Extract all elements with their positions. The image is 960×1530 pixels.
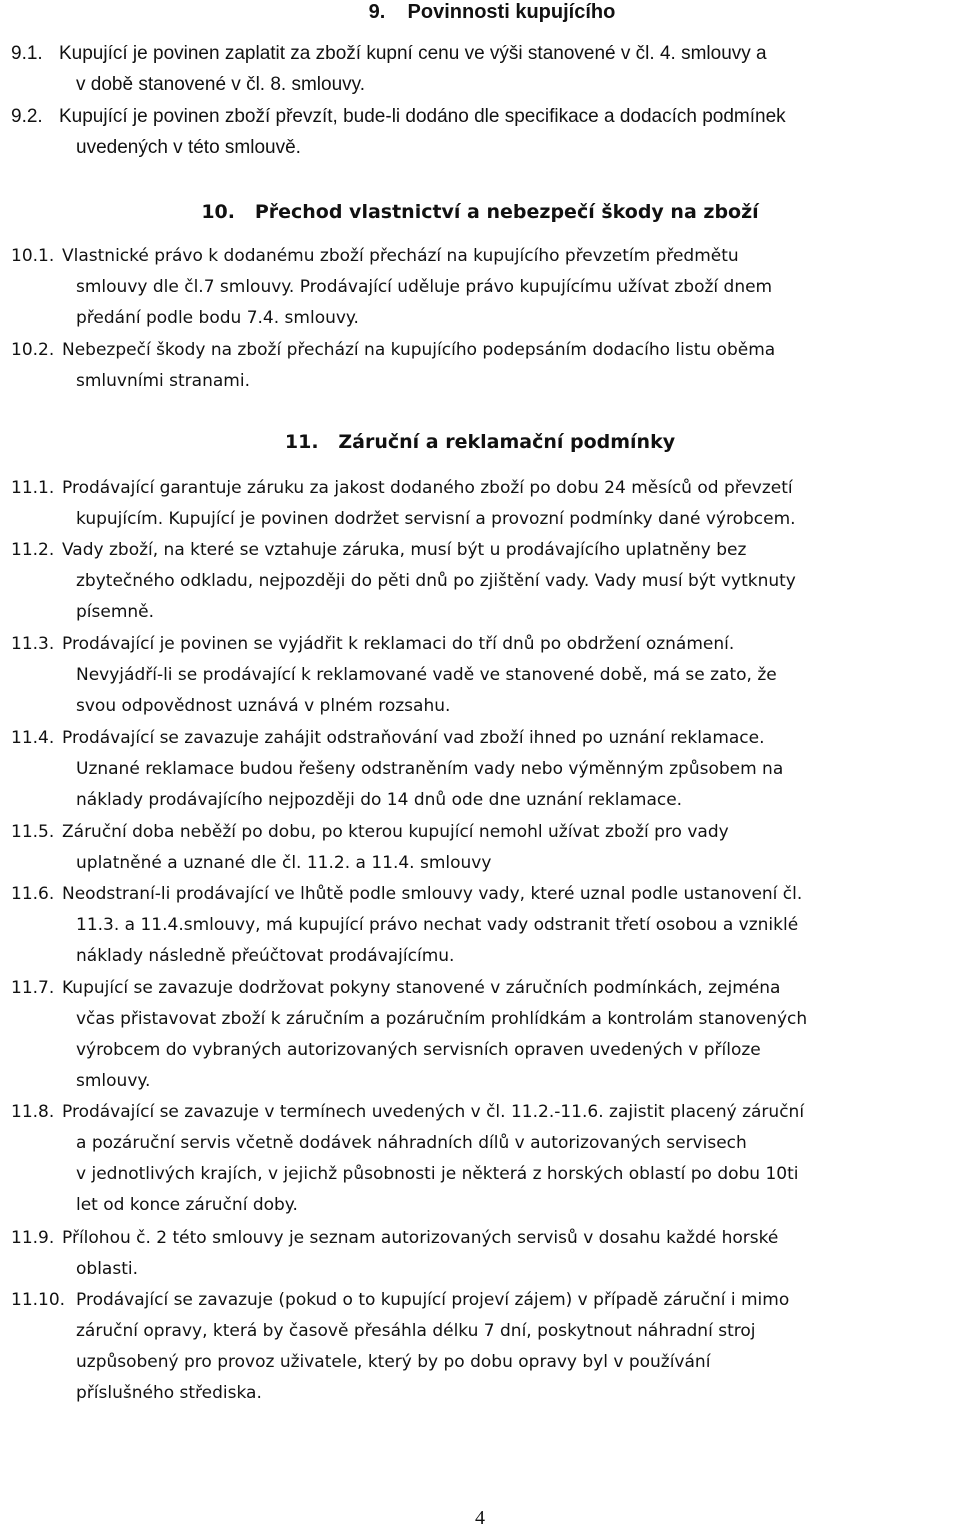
page-number: 4 (475, 1507, 485, 1529)
clause-text: Uznané reklamace budou řešeny odstraněním vady nebo výměnným způsobem na (76, 759, 784, 779)
clause-text: Nevyjádří-li se prodávající k reklamované vadě ve stanovené době, má se zato, že (76, 665, 777, 685)
clause-number: 9.1. (11, 43, 43, 64)
section-heading: 10. Přechod vlastnictví a nebezpečí škody na zboží (201, 201, 759, 223)
clause-number: 11.1. (11, 478, 55, 498)
clause-text: 11.3. a 11.4.smlouvy, má kupující právo nechat vady odstranit třetí osobou a vzniklé (76, 915, 799, 935)
clause-text: oblasti. (76, 1259, 138, 1279)
clause-text: Prodávající se zavazuje zahájit odstraňování vad zboží ihned po uznání reklamace. (62, 728, 765, 748)
clause-text: smluvními stranami. (76, 371, 250, 391)
clause-number: 11.2. (11, 540, 55, 560)
clause-text: Vady zboží, na které se vztahuje záruka, musí být u prodávajícího uplatněny bez (62, 540, 747, 560)
clause-text: Vlastnické právo k dodanému zboží přechází na kupujícího převzetím předmětu (62, 246, 739, 266)
section-heading: 11. Záruční a reklamační podmínky (284, 431, 676, 453)
clause-text: Neodstraní-li prodávající ve lhůtě podle smlouvy vady, které uznal podle ustanovení čl. (62, 884, 803, 904)
clause-number: 11.4. (11, 728, 55, 748)
clause-number: 10.1. (11, 246, 55, 266)
clause-text: Prodávající garantuje záruku za jakost dodaného zboží po dobu 24 měsíců od převzetí (62, 478, 793, 498)
clause-text: Prodávající se zavazuje (pokud o to kupující projeví zájem) v případě záruční i mimo (76, 1290, 790, 1310)
clause-text: Prodávající se zavazuje v termínech uvedených v čl. 11.2.-11.6. zajistit placený záruční (62, 1102, 805, 1122)
clause-text: výrobcem do vybraných autorizovaných servisních opraven uvedených v příloze (76, 1040, 761, 1060)
clause-text: příslušného střediska. (76, 1383, 262, 1403)
clause-number: 11.5. (11, 822, 55, 842)
clause-number: 11.8. (11, 1102, 55, 1122)
clause-text: svou odpovědnost uznává v plném rozsahu. (76, 696, 451, 716)
clause-text: uvedených v této smlouvě. (76, 137, 301, 158)
clause-text: Přílohou č. 2 této smlouvy je seznam autorizovaných servisů v dosahu každé horské (62, 1228, 779, 1248)
clause-text: uzpůsobený pro provoz uživatele, který by po dobu opravy byl v používání (76, 1352, 711, 1372)
clause-text: včas přistavovat zboží k záručním a pozáručním prohlídkám a kontrolám stanovených (76, 1009, 808, 1029)
clause-number: 9.2. (11, 106, 43, 127)
clause-text: Kupující je povinen zboží převzít, bude-li dodáno dle specifikace a dodacích podmínek (59, 106, 786, 127)
clause-text: Kupující je povinen zaplatit za zboží kupní cenu ve výši stanovené v čl. 4. smlouvy a (59, 43, 767, 64)
clause-number: 11.3. (11, 634, 55, 654)
clause-text: v jednotlivých krajích, v jejichž působnosti je některá z horských oblastí po dobu 10ti (76, 1164, 799, 1184)
clause-text: náklady prodávajícího nejpozději do 14 dnů ode dne uznání reklamace. (76, 790, 683, 810)
clause-text: kupujícím. Kupující je povinen dodržet servisní a provozní podmínky dané výrobcem. (76, 509, 796, 529)
clause-text: a pozáruční servis včetně dodávek náhradních dílů v autorizovaných servisech (76, 1133, 747, 1153)
clause-text: písemně. (76, 602, 155, 622)
clause-number: 11.9. (11, 1228, 55, 1248)
clause-text: uplatněné a uznané dle čl. 11.2. a 11.4. smlouvy (76, 853, 492, 873)
clause-text: Prodávající je povinen se vyjádřit k reklamaci do tří dnů po obdržení oznámení. (62, 634, 735, 654)
clause-text: let od konce záruční doby. (76, 1195, 298, 1215)
clause-number: 11.6. (11, 884, 55, 904)
section-heading: 9. Povinnosti kupujícího (368, 1, 616, 23)
clause-text: záruční opravy, která by časově přesáhla délku 7 dní, poskytnout náhradní stroj (76, 1321, 756, 1341)
clause-number: 10.2. (11, 340, 55, 360)
clause-text: smlouvy. (76, 1071, 151, 1091)
clause-text: smlouvy dle čl.7 smlouvy. Prodávající uděluje právo kupujícímu užívat zboží dnem (76, 277, 773, 297)
clause-text: Nebezpečí škody na zboží přechází na kupujícího podepsáním dodacího listu oběma (62, 340, 776, 360)
clause-text: v době stanovené v čl. 8. smlouvy. (76, 74, 366, 95)
clause-number: 11.7. (11, 978, 55, 998)
clause-text: předání podle bodu 7.4. smlouvy. (76, 308, 359, 328)
clause-text: Záruční doba neběží po dobu, po kterou kupující nemohl užívat zboží pro vady (62, 822, 729, 842)
clause-text: zbytečného odkladu, nejpozději do pěti dnů po zjištění vady. Vady musí být vytknuty (76, 571, 796, 591)
clause-text: Kupující se zavazuje dodržovat pokyny stanovené v záručních podmínkách, zejména (62, 978, 781, 998)
clause-text: náklady následně přeúčtovat prodávajícímu. (76, 946, 455, 966)
clause-number: 11.10. (11, 1290, 66, 1310)
